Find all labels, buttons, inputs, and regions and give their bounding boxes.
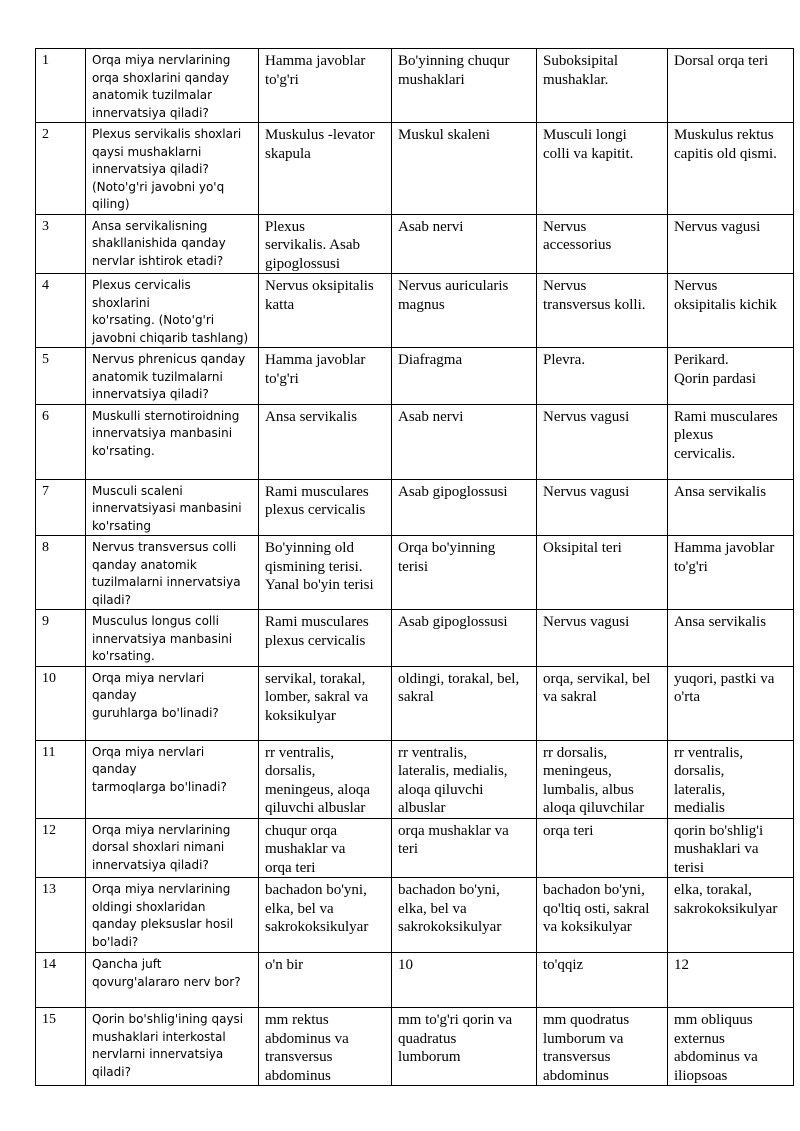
table-row [36,123,794,215]
answer-option-d: Hamma javoblar to'g'ri [668,536,794,610]
answer-option-b: orqa mushaklar va teri [392,818,537,878]
answer-option-d: Rami musculares plexus cervicalis. [668,404,794,479]
answer-option-b: 10 [392,953,537,1008]
answer-option-a: Plexus servikalis. Asab gipoglossusi [259,214,392,274]
question-text: Plexus cervicalis shoxlarini ko'rsating. (Noto'g'ri javobni chiqarib tashlang) [86,274,259,348]
table-row [36,953,794,1008]
answer-option-b: Nervus auricularis magnus [392,274,537,348]
answer-option-a: Nervus oksipitalis katta [259,274,392,348]
question-number: 2 [36,123,86,215]
table-row [36,274,794,348]
answer-option-c: rr dorsalis, meningeus, lumbalis, albus aloqa qiluvchilar [537,740,668,818]
question-text: Qorin bo'shlig'ining qaysi mushaklari interkostal nervlarni innervatsiya qiladi? [86,1008,259,1086]
answer-option-b: Diafragma [392,348,537,405]
question-number: 13 [36,878,86,953]
question-number: 6 [36,404,86,479]
question-text: Musculi scaleni innervatsiyasi manbasini ko'rsating [86,479,259,536]
question-number: 11 [36,740,86,818]
answer-option-c: Nervus vagusi [537,610,668,667]
answer-option-c: Musculi longi colli va kapitit. [537,123,668,215]
answer-option-b: Muskul skaleni [392,123,537,215]
answer-option-a: servikal, torakal, lomber, sakral va koksikulyar [259,666,392,740]
answer-option-c: Nervus transversus kolli. [537,274,668,348]
answer-option-c: bachadon bo'yni, qo'ltiq osti, sakral va koksikulyar [537,878,668,953]
question-text: Plexus servikalis shoxlari qaysi mushaklarni innervatsiya qiladi? (Noto'g'ri javobni yo'q qiling) [86,123,259,215]
question-number: 3 [36,214,86,274]
answer-option-c: to'qqiz [537,953,668,1008]
answer-option-c: mm quodratus lumborum va transversus abdominus [537,1008,668,1086]
answer-option-d: Ansa servikalis [668,610,794,667]
table-row [36,818,794,878]
table-row [36,666,794,740]
answer-option-d: qorin bo'shlig'i mushaklari va terisi [668,818,794,878]
question-number: 8 [36,536,86,610]
question-number: 15 [36,1008,86,1086]
answer-option-d: Muskulus rektus capitis old qismi. [668,123,794,215]
answer-option-b: rr ventralis, lateralis, medialis, aloqa qiluvchi albuslar [392,740,537,818]
question-number: 1 [36,49,86,123]
answer-option-a: Ansa servikalis [259,404,392,479]
answer-option-c: Suboksipital mushaklar. [537,49,668,123]
question-text: Orqa miya nervlari qanday guruhlarga bo'linadi? [86,666,259,740]
question-text: Orqa miya nervlari qanday tarmoqlarga bo'linadi? [86,740,259,818]
question-number: 14 [36,953,86,1008]
question-text: Ansa servikalisning shakllanishida qanday nervlar ishtirok etadi? [86,214,259,274]
question-text: Nervus phrenicus qanday anatomik tuzilmalarni innervatsiya qiladi? [86,348,259,405]
answer-option-d: Dorsal orqa teri [668,49,794,123]
answer-option-a: Hamma javoblar to'g'ri [259,49,392,123]
answer-option-b: Asab gipoglossusi [392,610,537,667]
table-row [36,536,794,610]
question-text: Orqa miya nervlarining dorsal shoxlari nimani innervatsiya qiladi? [86,818,259,878]
table-row [36,49,794,123]
answer-option-c: Nervus vagusi [537,404,668,479]
question-text: Orqa miya nervlarining orqa shoxlarini qanday anatomik tuzilmalar innervatsiya qiladi? [86,49,259,123]
answer-option-a: Rami musculares plexus cervicalis [259,610,392,667]
answer-option-d: Nervus vagusi [668,214,794,274]
answer-option-a: Bo'yinning old qismining terisi. Yanal bo'yin terisi [259,536,392,610]
answer-option-d: Perikard. Qorin pardasi [668,348,794,405]
answer-option-c: Nervus accessorius [537,214,668,274]
answer-option-d: 12 [668,953,794,1008]
quiz-table [35,48,794,1086]
table-row [36,740,794,818]
question-text: Musculus longus colli innervatsiya manbasini ko'rsating. [86,610,259,667]
question-number: 10 [36,666,86,740]
answer-option-d: Nervus oksipitalis kichik [668,274,794,348]
answer-option-c: Nervus vagusi [537,479,668,536]
table-row [36,348,794,405]
question-text: Qancha juft qovurg'alararo nerv bor? [86,953,259,1008]
answer-option-b: Asab nervi [392,404,537,479]
answer-option-a: o'n bir [259,953,392,1008]
answer-option-a: Muskulus -levator skapula [259,123,392,215]
answer-option-c: orqa, servikal, bel va sakral [537,666,668,740]
answer-option-d: yuqori, pastki va o'rta [668,666,794,740]
answer-option-b: Orqa bo'yinning terisi [392,536,537,610]
question-number: 5 [36,348,86,405]
question-text: Nervus transversus colli qanday anatomik tuzilmalarni innervatsiya qiladi? [86,536,259,610]
answer-option-b: oldingi, torakal, bel, sakral [392,666,537,740]
question-text: Orqa miya nervlarining oldingi shoxlaridan qanday pleksuslar hosil bo'ladi? [86,878,259,953]
answer-option-b: Asab gipoglossusi [392,479,537,536]
answer-option-a: bachadon bo'yni, elka, bel va sakrokoksikulyar [259,878,392,953]
table-row [36,479,794,536]
answer-option-a: rr ventralis, dorsalis, meningeus, aloqa qiluvchi albuslar [259,740,392,818]
table-row [36,610,794,667]
table-row [36,214,794,274]
answer-option-d: elka, torakal, sakrokoksikulyar [668,878,794,953]
table-row [36,404,794,479]
answer-option-d: Ansa servikalis [668,479,794,536]
answer-option-c: orqa teri [537,818,668,878]
table-row [36,878,794,953]
answer-option-a: chuqur orqa mushaklar va orqa teri [259,818,392,878]
question-number: 9 [36,610,86,667]
question-number: 4 [36,274,86,348]
quiz-table-body [36,49,794,1086]
answer-option-a: Hamma javoblar to'g'ri [259,348,392,405]
answer-option-c: Oksipital teri [537,536,668,610]
answer-option-b: Asab nervi [392,214,537,274]
answer-option-d: rr ventralis, dorsalis, lateralis, medialis [668,740,794,818]
answer-option-d: mm obliquus externus abdominus va iliopsoas [668,1008,794,1086]
question-text: Muskulli sternotiroidning innervatsiya manbasini ko'rsating. [86,404,259,479]
answer-option-b: Bo'yinning chuqur mushaklari [392,49,537,123]
answer-option-c: Plevra. [537,348,668,405]
table-row [36,1008,794,1086]
answer-option-a: Rami musculares plexus cervicalis [259,479,392,536]
answer-option-b: bachadon bo'yni, elka, bel va sakrokoksikulyar [392,878,537,953]
answer-option-b: mm to'g'ri qorin va quadratus lumborum [392,1008,537,1086]
answer-option-a: mm rektus abdominus va transversus abdominus [259,1008,392,1086]
question-number: 7 [36,479,86,536]
question-number: 12 [36,818,86,878]
